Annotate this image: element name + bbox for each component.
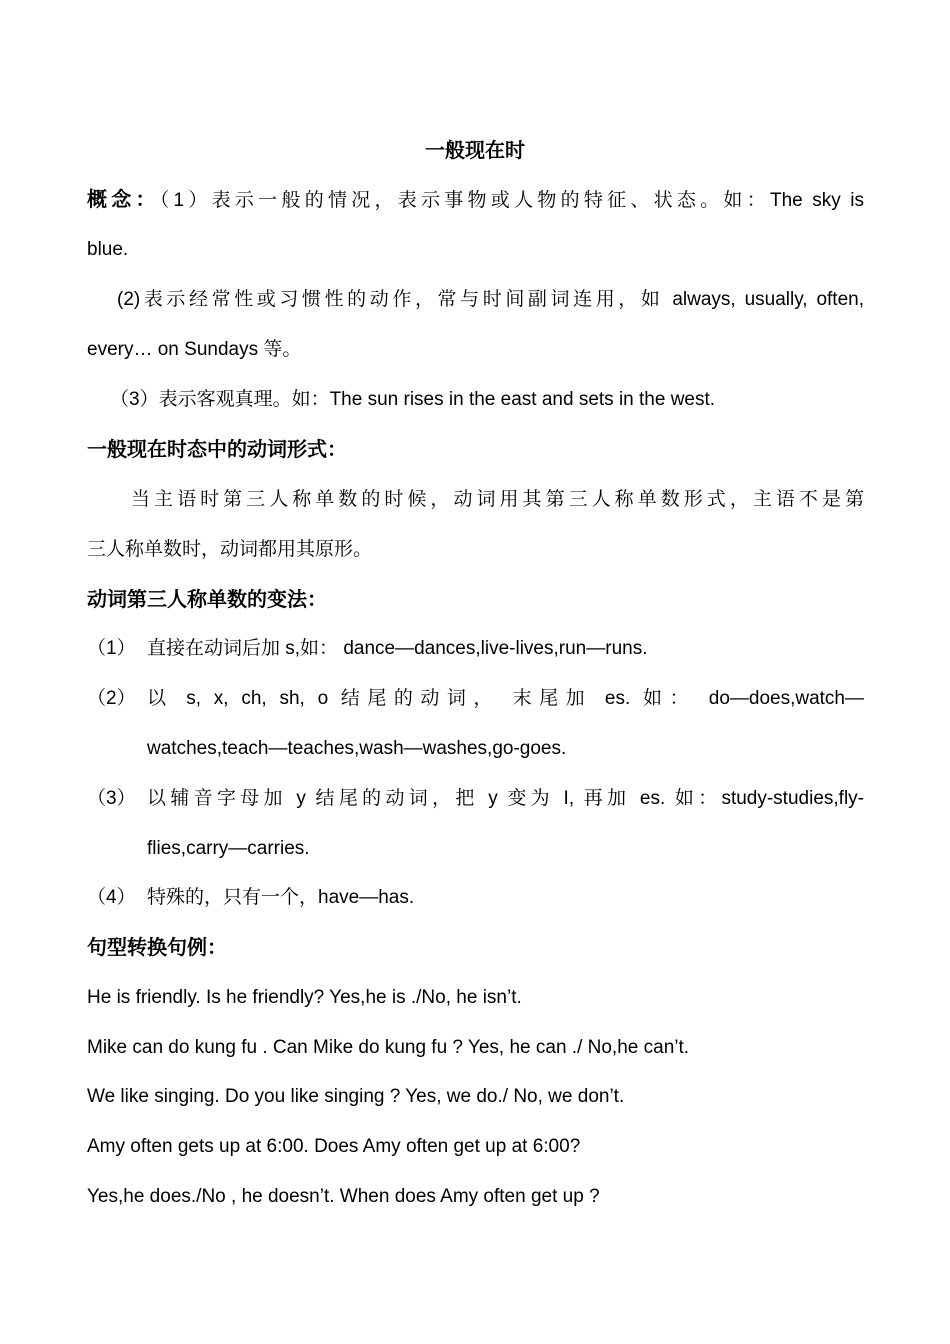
verb-forms-text-1: 当主语时第三人称单数的时候，动词用其第三人称单数形式，主语不是第 <box>131 489 864 510</box>
concept-point-2b: every… on Sundays 等。 <box>87 339 302 360</box>
rule-number: （2） <box>87 688 136 709</box>
rule-text: 特殊的，只有一个，have—has. <box>147 887 415 908</box>
concept-point-1a: （1）表示一般的情况，表示事物或人物的特征、状态。如：The sky is <box>159 190 865 211</box>
rule-number: （4） <box>87 887 136 908</box>
concept-line-1 <box>87 187 864 214</box>
example-line: Mike can do kung fu . Can Mike do kung fu ? Yes, he can ./ No,he can’t. <box>87 1037 690 1058</box>
example-line: We like singing. Do you like singing ? Yes, we do./ No, we don’t. <box>87 1086 625 1107</box>
verb-forms-heading: 一般现在时态中的动词形式： <box>87 439 347 461</box>
example-line: Amy often gets up at 6:00. Does Amy often get up at 6:00? <box>87 1136 581 1157</box>
rule-number: （3） <box>87 788 136 809</box>
rule-item <box>87 885 864 911</box>
rule-text-continued: flies,carry—carries. <box>147 838 310 859</box>
example-line: He is friendly. Is he friendly? Yes,he is ./No, he isn’t. <box>87 987 522 1008</box>
rule-item <box>87 636 864 662</box>
examples-heading: 句型转换句例： <box>87 937 227 959</box>
concept-point-2a: (2)表示经常性或习惯性的动作，常与时间副词连用，如 always, usually, often, <box>117 289 864 310</box>
concept-label: 概念： <box>87 189 160 211</box>
page-title: 一般现在时 <box>425 140 525 162</box>
concept-point-1b: blue. <box>87 239 129 260</box>
verb-forms-text-2: 三人称单数时，动词都用其原形。 <box>87 539 373 560</box>
rule-text: 以 s, x, ch, sh, o 结尾的动词， 末尾加 es. 如： do—does,watch— <box>147 688 864 709</box>
rule-text-continued: watches,teach—teaches,wash—washes,go-goes. <box>147 738 567 759</box>
rule-text: 直接在动词后加 s,如： dance—dances,live-lives,run—runs. <box>147 638 648 659</box>
rules-heading: 动词第三人称单数的变法： <box>87 589 327 611</box>
rule-text: 以辅音字母加 y 结尾的动词，把 y 变为 I, 再加 es. 如：study-studies,fly- <box>147 788 864 809</box>
example-line: Yes,he does./No , he doesn’t. When does Amy often get up ? <box>87 1186 600 1207</box>
concept-point-3: （3）表示客观真理。如：The sun rises in the east and sets in the west. <box>110 389 716 410</box>
rule-number: （1） <box>87 638 136 659</box>
